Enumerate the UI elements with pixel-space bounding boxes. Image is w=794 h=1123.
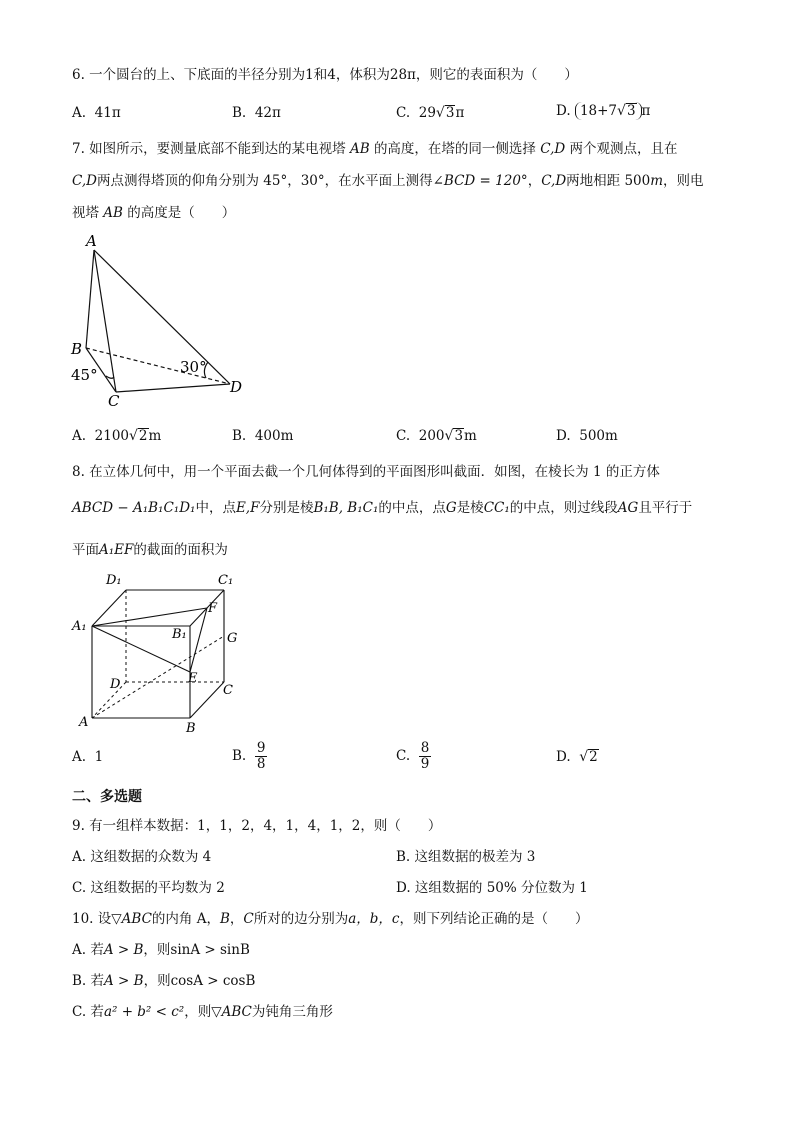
q8-label-f: F (208, 601, 218, 616)
q8-edge-a1d1 (92, 590, 126, 626)
q6-option-a: A. 41π (72, 105, 121, 121)
q10-stem: 10. 设▽ABC的内角 A，B，C所对的边分别为a，b，c，则下列结论正确的是（ ） (72, 911, 589, 927)
q7-stem-line1: 7. 如图所示，要测量底部不能到达的某电视塔 AB 的高度，在塔的同一侧选择 C,D 两个观测点，且在 (72, 141, 678, 157)
q8-stem-line3: 平面A₁EF的截面的面积为 (72, 542, 228, 558)
q7-label-30: 30° (180, 358, 207, 376)
q8-line-a1f (92, 608, 207, 626)
q7-option-a: A. 2100√2m (72, 428, 162, 444)
q6-option-c: C. 29√3π (396, 105, 465, 121)
q8-label-e: E (188, 671, 198, 686)
q8-label-c: C (223, 683, 233, 698)
q8-label-c1: C₁ (218, 573, 234, 588)
q8-stem-line2: ABCD − A₁B₁C₁D₁中，点E,F分别是棱B₁B, B₁C₁的中点，点G是棱CC₁的中点，则过线段AG且平行于 (72, 500, 693, 516)
q8-option-a: A. 1 (72, 749, 104, 765)
q9-option-b: B. 这组数据的极差为 3 (396, 849, 536, 865)
q9-option-a: A. 这组数据的众数为 4 (72, 849, 212, 865)
q7-figure (66, 230, 256, 410)
q8-label-g: G (227, 631, 238, 646)
q8-label-b: B (186, 721, 196, 736)
q8-label-d1: D₁ (106, 573, 122, 588)
q8-label-d: D (110, 677, 121, 692)
q8-label-a1: A₁ (72, 619, 87, 634)
q6-stem: 6. 一个圆台的上、下底面的半径分别为1和4，体积为28π，则它的表面积为（ ） (72, 67, 578, 83)
q7-option-d: D. 500m (556, 428, 618, 444)
q8-edge-cb (190, 682, 224, 718)
q7-label-c: C (108, 392, 120, 410)
q8-label-b1: B₁ (172, 627, 187, 642)
q6-option-b: B. 42π (232, 105, 281, 121)
q7-label-45: 45° (71, 366, 98, 384)
q8-figure (70, 568, 250, 740)
q8-option-b: B. $\frac{9}{8}$ (232, 740, 266, 772)
q8-label-a: A (79, 715, 89, 730)
q6-option-d: D. 18+7√3 π (556, 103, 651, 119)
q7-edge-cd (116, 384, 230, 392)
q7-label-b: B (71, 340, 83, 358)
q7-stem-line3: 视塔 AB 的高度是（ ） (72, 205, 236, 221)
q7-label-d: D (230, 378, 243, 396)
q10-option-b: B. 若A > B，则cosA > cosB (72, 973, 256, 989)
q7-option-b: B. 400m (232, 428, 294, 444)
q9-option-c: C. 这组数据的平均数为 2 (72, 880, 225, 896)
q7-option-c: C. 200√3m (396, 428, 477, 444)
q7-angle-arc-45 (106, 376, 114, 378)
q7-edge-ad (94, 250, 230, 384)
q8-option-c: C. $\frac{8}{9}$ (396, 740, 430, 772)
q10-option-c: C. 若a² + b² < c²，则▽ABC为钝角三角形 (72, 1004, 333, 1020)
q7-edge-ab (86, 250, 94, 348)
q9-option-d: D. 这组数据的 50% 分位数为 1 (396, 880, 588, 896)
q8-stem-line1: 8. 在立体几何中，用一个平面去截一个几何体得到的平面图形叫截面．如图，在棱长为 1 的正方体 (72, 464, 660, 480)
q7-label-a: A (86, 232, 97, 250)
section-multiple-choice-title: 二、多选题 (72, 789, 142, 805)
q7-edge-bd (86, 348, 230, 384)
q7-stem-line2: C,D两点测得塔顶的仰角分别为 45°，30°，在水平面上测得∠BCD = 120°，C,D两地相距 500m，则电 (72, 173, 704, 189)
q8-option-d: D. √2 (556, 749, 598, 765)
q10-option-a: A. 若A > B，则sinA > sinB (72, 942, 250, 958)
q8-edge-da (92, 682, 126, 718)
q9-stem: 9. 有一组样本数据：1，1，2，4，1，4，1，2，则（ ） (72, 818, 442, 834)
